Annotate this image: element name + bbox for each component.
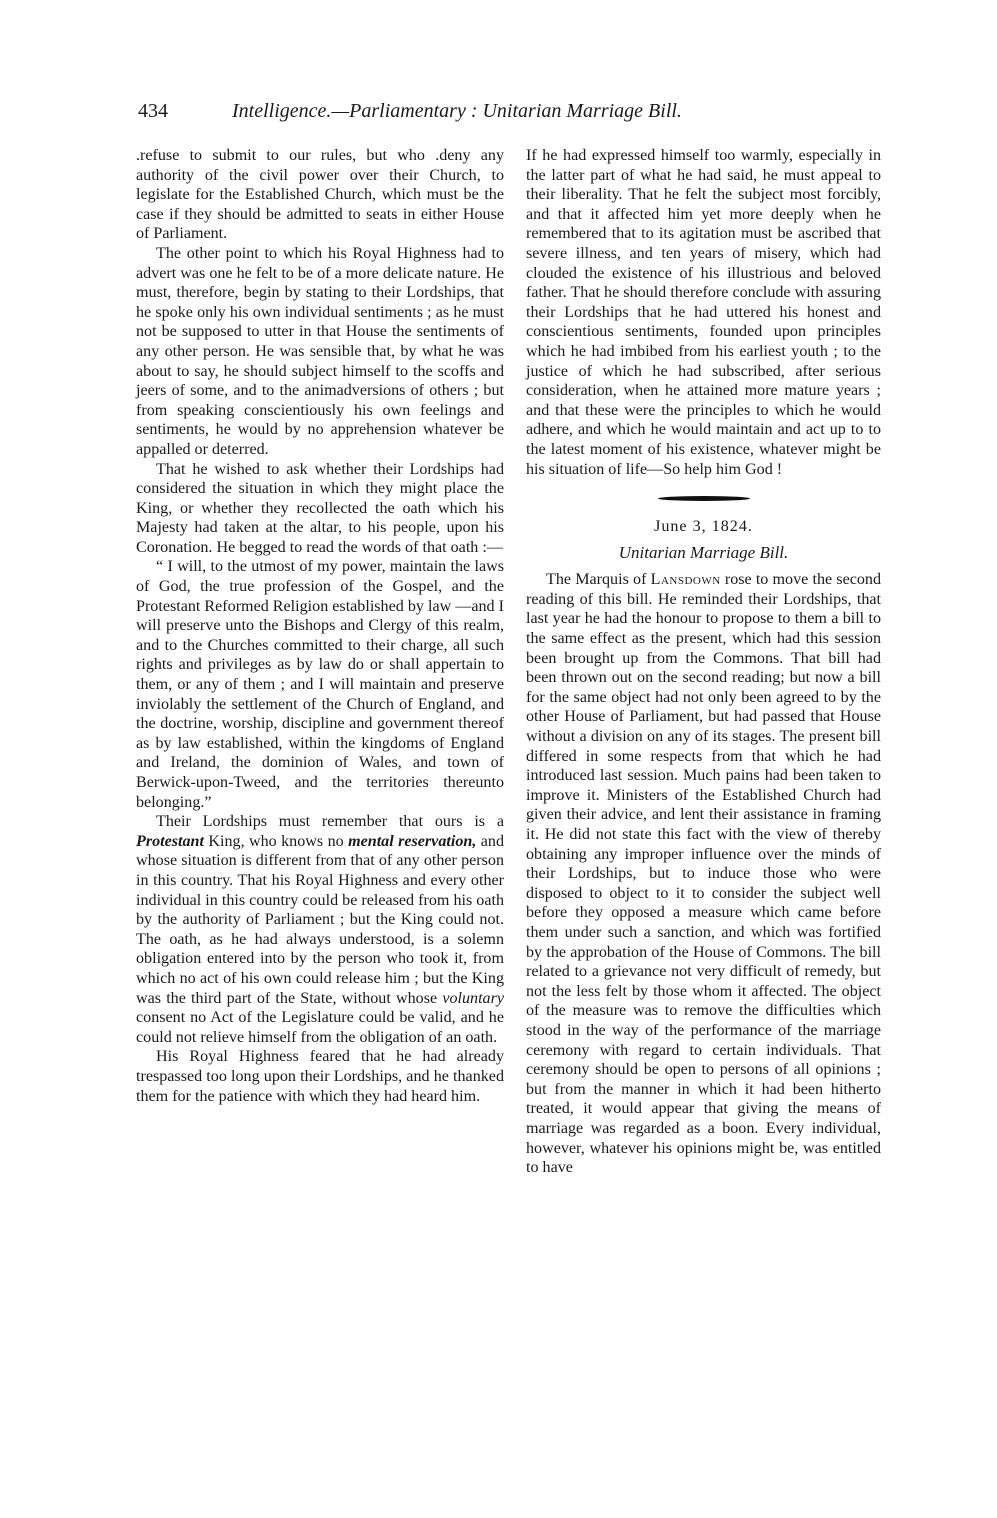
section-date: June 3, 1824. <box>654 518 753 536</box>
section-divider <box>526 485 881 511</box>
paragraph: His Royal Highness feared that he had already trespassed too long upon their Lordships, and he thanked them for the patience with which they had heard him. <box>136 1048 504 1105</box>
text-run: The Marquis of <box>546 571 651 589</box>
paragraph: That he wished to ask whether their Lordships had considered the situation in which they might place the King, or whether they recollected the oath which his Majesty had taken at the altar, to his people, upon his Coronation. He begged to read the words of that oath :— <box>136 460 504 556</box>
emphasis: mental reservation, <box>348 832 477 850</box>
emphasis: Protestant <box>136 832 204 850</box>
paragraph: .refuse to submit to our rules, but who .deny any authority of the civil power over their Church, to legislate for the Established Church, which must be the case if they should be admitted to seats in either House of Parliament. <box>136 147 504 243</box>
paragraph <box>526 570 881 1177</box>
text-run: consent no Act of the Legislature could be valid, and he could not relieve himself from the obligation of an oath. <box>136 1009 504 1046</box>
text-run: rose to move the second reading of this bill. He reminded their Lordships, that last year he had the honour to propose to them a bill to the same effect as the present, which had this session been brought up from the Commons. That bill had been thrown out on the second reading; but now a bill for the same object had not only been agreed to by the other House of Parliament, but had passed that House without a division on any of its stages. The present bill differed in some respects from that which he had introduced last session. Much pains had been taken to improve it. Ministers of the Established Church had given their advice, and lent their assistance in framing it. He did not state this fact with the view of thereby obtaining any improper influence over the minds of their Lordships, but to induce those who were disposed to object to it to consider the subject well before they opposed a measure which came before them under such a sanction, and which was fortified by the approbation of the House of Commons. The bill related to a grievance not very difficult of remedy, but not the less felt by those whom it affected. The object of the measure was to remove the difficulties which stood in the way of the performance of the marriage ceremony with regard to certain individuals. That ceremony should be open to persons of all opinions ; but from the manner in which it had been hitherto treated, it would appear that giving the means of marriage was regarded as a boon. Every individual, however, whatever his opinions might be, was entitled to have <box>526 571 881 1177</box>
divider-rule <box>658 496 750 501</box>
paragraph <box>136 812 504 1047</box>
coronation-oath-quote: “ I will, to the utmost of my power, maintain the laws of God, the true profession of the Gospel, and the Protestant Reformed Religion established by law —and I will preserve unto the Bishops and Clergy of this realm, and to the Churches committed to their charge, all such rights and privileges as by law do or shall appertain to them, or any of them ; and I will maintain and preserve inviolably the settlement of the Church of England, and the doctrine, worship, discipline and government thereof as by law established, within the kingdoms of England and Ireland, the dominion of Wales, and town of Berwick-upon-Tweed, and the territories thereunto belonging.” <box>136 558 504 811</box>
page-number: 434 <box>138 100 168 122</box>
text-run: Their Lordships must remember that ours is a <box>156 813 504 831</box>
text-run: and whose situation is different from that of any other person in this country. That his Royal Highness and every other individual in this country could be released from his oath by the authority of Parliament ; but the King could not. The oath, as he had always understood, is a solemn obligation entered into by the person who took it, from which no act of his own could release him ; but the King was the third part of the State, without whose <box>136 832 504 1007</box>
paragraph: If he had expressed himself too warmly, especially in the latter part of what he had said, he must appeal to their liberality. That he felt the subject most forcibly, and that it affected him yet more deeply when he remembered that to its agitation must be ascribed that severe illness, and ten years of misery, which had clouded the existence of his illustrious and beloved father. That he should therefore conclude with assuring their Lordships that he had uttered his honest and conscientious sentiments, founded upon principles which he had imbibed from his earliest youth ; to the justice of which he had subscribed, after serious consideration, when he attained more mature years ; and that these were the principles to which he would adhere, and which he would maintain and act up to to the latest moment of his existence, whatever might be his situation of life—So help him God ! <box>526 147 881 478</box>
paragraph: The other point to which his Royal Highness had to advert was one he felt to be of a more delicate nature. He must, therefore, begin by stating to their Lordships, that he spoke only his own individual sentiments ; as he must not be supposed to utter in that House the sentiments of any other person. He was sensible that, by what he was about to say, he should subject himself to the scoffs and jeers of some, and to the animadversions of others ; but from speaking conscientiously his own feelings and sentiments, he would by no apprehension whatever be appalled or deterred. <box>136 244 504 458</box>
speaker-name: Lansdown <box>650 571 721 589</box>
running-title: Intelligence.—Parliamentary : Unitarian Marriage Bill. <box>232 100 682 122</box>
left-column <box>136 146 504 1106</box>
emphasis: voluntary <box>442 989 504 1007</box>
right-column <box>526 146 881 1178</box>
text-run: King, who knows no <box>203 832 349 850</box>
section-title: Unitarian Marriage Bill. <box>618 542 789 562</box>
page-header <box>138 100 828 130</box>
